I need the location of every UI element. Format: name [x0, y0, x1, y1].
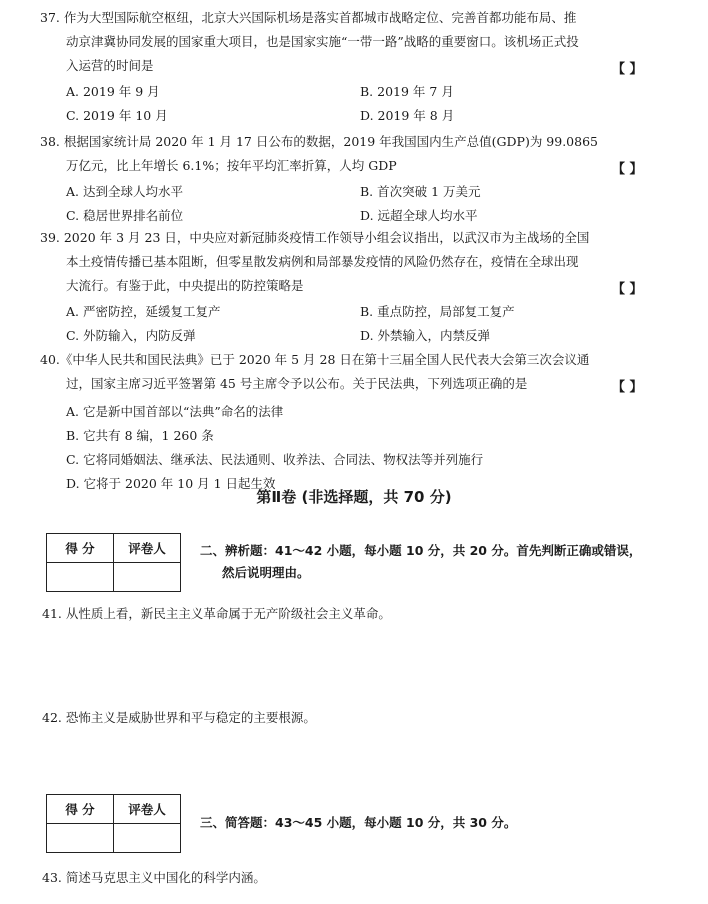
score-cell[interactable] [47, 824, 114, 853]
q40-stem-line1: 40.《中华人民共和国民法典》已于 2020 年 5 月 28 日在第十三届全国人民代表大会第三次会议通 [40, 352, 590, 367]
option-b: B. 2019 年 7 月 [360, 84, 454, 99]
option-c: C. 稳居世界排名前位 [66, 208, 184, 223]
q39-stem-line3: 大流行。有鉴于此，中央提出的防控策略是 [66, 278, 304, 293]
q37-stem-line3: 入运营的时间是 [66, 58, 154, 73]
option-a: A. 严密防控，延缓复工复产 [66, 304, 221, 319]
option-d: D. 2019 年 8 月 [360, 108, 455, 123]
q39-stem-line1: 39. 2020 年 3 月 23 日，中央应对新冠肺炎疫情工作领导小组会议指出，以武汉市为主战场的全国 [40, 230, 590, 245]
grader-header: 评卷人 [114, 534, 181, 563]
option-d: D. 它将于 2020 年 10 月 1 日起生效 [66, 476, 276, 491]
q37-stem-line2: 动京津冀协同发展的国家重大项目，也是国家实施“一带一路”战略的重要窗口。该机场正式投 [66, 34, 579, 49]
section-3-instructions: 三、简答题：43～45 小题，每小题 10 分，共 30 分。 [200, 815, 517, 830]
answer-bracket: 【 】 [612, 62, 643, 77]
score-table-section-3 [46, 794, 181, 853]
option-b: B. 它共有 8 编，1 260 条 [66, 428, 214, 443]
section-2-instructions [200, 540, 641, 584]
section-2-line2: 然后说明理由。 [222, 565, 310, 580]
question-42: 42. 恐怖主义是威胁世界和平与稳定的主要根源。 [42, 710, 316, 725]
score-cell[interactable] [47, 563, 114, 592]
grader-header: 评卷人 [114, 795, 181, 824]
option-a: A. 2019 年 9 月 [66, 84, 160, 99]
option-c: C. 外防输入，内防反弹 [66, 328, 196, 343]
answer-bracket: 【 】 [612, 282, 643, 297]
question-43: 43. 简述马克思主义中国化的科学内涵。 [42, 870, 266, 885]
option-a: A. 它是新中国首部以“法典”命名的法律 [66, 404, 284, 419]
q39-stem-line2: 本土疫情传播已基本阻断，但零星散发病例和局部暴发疫情的风险仍然存在，疫情在全球出现 [66, 254, 579, 269]
option-a: A. 达到全球人均水平 [66, 184, 183, 199]
grader-cell[interactable] [114, 824, 181, 853]
answer-bracket: 【 】 [612, 162, 643, 177]
answer-bracket: 【 】 [612, 380, 643, 395]
answer-space-42[interactable] [42, 734, 662, 784]
option-c: C. 2019 年 10 月 [66, 108, 168, 123]
section-2-line1: 二、辨析题：41～42 小题，每小题 10 分，共 20 分。首先判断正确或错误， [200, 543, 642, 558]
option-d: D. 外禁输入，内禁反弹 [360, 328, 491, 343]
part-2-title: 第Ⅱ卷 (非选择题，共 70 分) [256, 488, 452, 506]
option-b: B. 首次突破 1 万美元 [360, 184, 481, 199]
score-header: 得 分 [47, 534, 114, 563]
grader-cell[interactable] [114, 563, 181, 592]
score-table-section-2 [46, 533, 181, 592]
question-41: 41. 从性质上看，新民主主义革命属于无产阶级社会主义革命。 [42, 606, 391, 621]
q40-stem-line2: 过，国家主席习近平签署第 45 号主席令予以公布。关于民法典，下列选项正确的是 [66, 376, 528, 391]
answer-space-41[interactable] [42, 630, 662, 700]
q37-stem-line1: 37. 作为大型国际航空枢纽，北京大兴国际机场是落实首都城市战略定位、完善首都功能布局、推 [40, 10, 577, 25]
q38-stem-line1: 38. 根据国家统计局 2020 年 1 月 17 日公布的数据，2019 年我国国内生产总值(GDP)为 99.0865 [40, 134, 598, 149]
score-header: 得 分 [47, 795, 114, 824]
q38-stem-line2: 万亿元，比上年增长 6.1%；按年平均汇率折算，人均 GDP [66, 158, 397, 173]
option-b: B. 重点防控，局部复工复产 [360, 304, 515, 319]
option-c: C. 它将同婚姻法、继承法、民法通则、收养法、合同法、物权法等并列施行 [66, 452, 484, 467]
option-d: D. 远超全球人均水平 [360, 208, 478, 223]
